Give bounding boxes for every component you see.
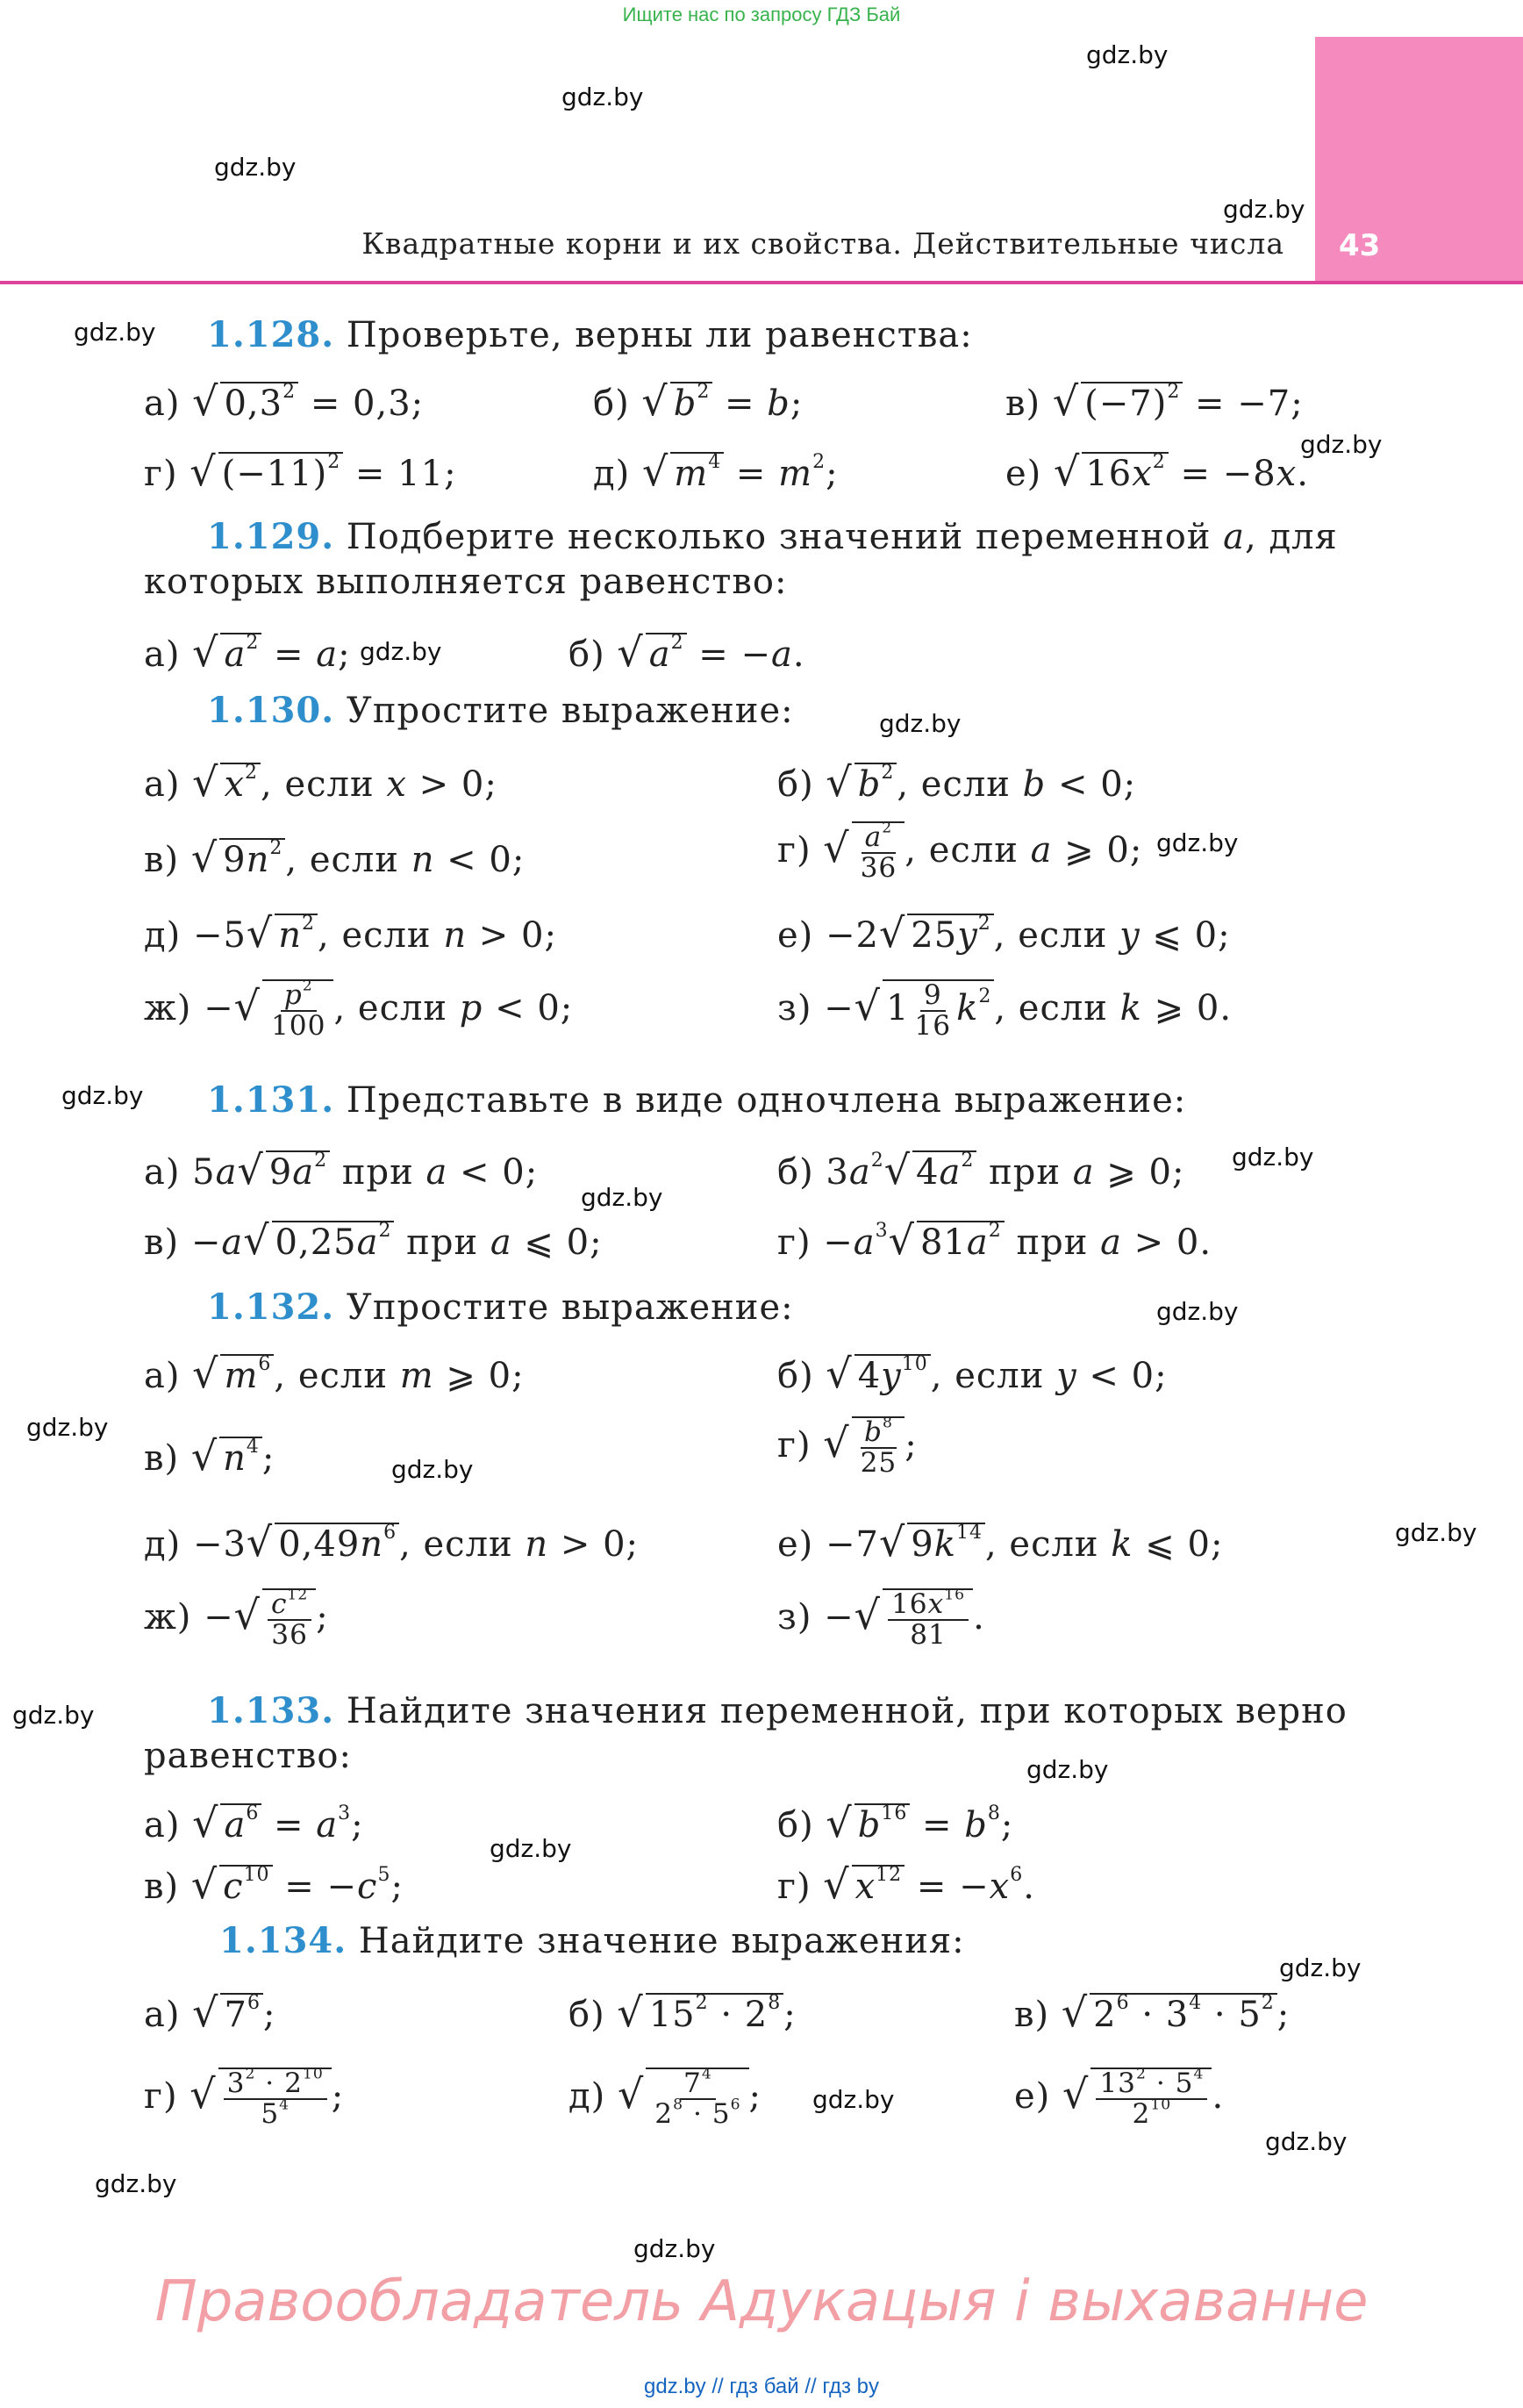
cond-word: при — [989, 1152, 1061, 1193]
item-label: г) — [144, 2075, 178, 2117]
item-label: е) — [777, 915, 814, 956]
item-132-v: в) √ $n^4$; — [144, 1432, 275, 1480]
item-label: г) — [777, 1424, 812, 1466]
item-label: а) — [144, 1995, 181, 2035]
exercise-text: Найдите значения переменной, при которых верно — [346, 1691, 1348, 1731]
watermark: gdz.by — [561, 82, 644, 111]
exercise-number: 1.129. — [207, 516, 335, 557]
top-banner: Ищите нас по запросу ГДЗ Бай — [622, 4, 901, 25]
header-rule — [0, 281, 1523, 284]
watermark: gdz.by — [95, 2169, 177, 2198]
item-130-d: д) −5√ $n^2$, если n > 0; — [144, 909, 557, 957]
item-132-a: а) √ $m^6$, если m ⩾ 0; — [144, 1350, 525, 1397]
cond-word: если — [297, 1356, 389, 1396]
watermark: gdz.by — [74, 318, 156, 347]
item-129-a: а) √ $a^2 = a$; — [144, 628, 351, 676]
item-134-a: а) √ $7^6$; — [144, 1989, 276, 2036]
cond-word: если — [1018, 915, 1108, 956]
item-label: е) — [1005, 454, 1042, 494]
exercise-1-129-heading-cont: которых выполняется равенство: — [144, 562, 788, 602]
cond-word: если — [955, 1356, 1045, 1396]
item-label: ж) — [144, 987, 192, 1028]
watermark: gdz.by — [391, 1455, 474, 1484]
item-130-z: з) −√ 1 $\frac{9}{16}$ $k^2$, если k ⩾ 0. — [777, 979, 1233, 1042]
exercise-1-133-heading — [207, 1690, 1348, 1731]
cond-word: при — [1016, 1222, 1089, 1263]
cond-word: если — [284, 764, 375, 805]
exercise-number: 1.128. — [207, 314, 335, 355]
item-label: а) — [144, 634, 181, 675]
item-131-g: $г) -a^3√$ $81a^2$ при a > 0. — [777, 1216, 1212, 1264]
item-132-z: з) −√ $\frac{16x^{16}}{81}$ . — [777, 1586, 985, 1651]
item-label: б) — [568, 1995, 605, 2035]
item-label: а) — [144, 383, 181, 424]
cond-word: при — [341, 1152, 414, 1193]
item-label: а) — [144, 1152, 181, 1193]
item-133-v: в) √ $c^{10} = -c^5$; — [144, 1860, 404, 1908]
item-133-b: б) √ $b^{16} = b^8$; — [777, 1799, 1014, 1846]
item-128-b: б) √ $b^2 = b$; — [593, 377, 804, 425]
item-label: д) — [593, 454, 631, 494]
item-label: г) — [144, 454, 178, 494]
item-label: г) — [777, 1222, 812, 1263]
item-132-e: е) −7√ $9k^{14}$, если k ⩽ 0; — [777, 1518, 1224, 1566]
item-label: д) — [144, 915, 182, 956]
cond-word: если — [357, 987, 448, 1028]
item-label: а) — [144, 1805, 181, 1845]
watermark: gdz.by — [879, 709, 962, 738]
exercise-text: Подберите несколько значений переменной — [346, 517, 1212, 557]
watermark: gdz.by — [812, 2085, 895, 2114]
item-133-a: а) √ $a^6 = a^3$; — [144, 1799, 364, 1846]
watermark: gdz.by — [1279, 1953, 1362, 1982]
item-132-g: г) √ $\frac{b^8}{25}$ ; — [777, 1414, 918, 1479]
watermark: gdz.by — [1395, 1518, 1477, 1547]
watermark: gdz.by — [1300, 430, 1383, 459]
item-130-b: б) √ $b^2$, если b < 0; — [777, 758, 1137, 806]
watermark: gdz.by — [214, 153, 297, 182]
item-132-b: б) √ $4y^{10}$, если y < 0; — [777, 1350, 1168, 1397]
item-label: в) — [144, 1222, 180, 1263]
cond-word: если — [1009, 1524, 1099, 1565]
watermark: gdz.by — [1156, 828, 1239, 857]
item-133-g: г) √ $x^{12} = -x^6$. — [777, 1860, 1035, 1908]
exercise-1-129-heading — [207, 516, 1338, 557]
item-label: б) — [777, 764, 814, 805]
exercise-1-132-heading — [207, 1286, 794, 1328]
item-132-d: д) −3√ $0,49n^6$, если n > 0; — [144, 1518, 640, 1566]
item-label: ж) — [144, 1596, 192, 1638]
running-head: Квадратные корни и их свойства. Действительные числа — [361, 226, 1284, 261]
cond-word: если — [928, 829, 1019, 871]
watermark: gdz.by — [1223, 195, 1305, 224]
exercise-number: 1.131. — [207, 1079, 335, 1121]
item-134-d: д) √ $\frac{7^4}{2^8 \cdot 5^6}$ ; — [568, 2065, 762, 2130]
cond-word: если — [341, 915, 432, 956]
item-label: е) — [777, 1524, 814, 1565]
exercise-number: 1.134. — [219, 1920, 347, 1961]
item-label: з) — [777, 1596, 812, 1638]
item-label: а) — [144, 1356, 181, 1396]
exercise-1-128-heading — [207, 314, 973, 355]
item-label: е) — [1014, 2075, 1051, 2117]
item-label: в) — [144, 1438, 180, 1479]
item-128-e: е) √ $16x^2 = -8x$. — [1005, 448, 1309, 495]
watermark: gdz.by — [26, 1413, 109, 1442]
item-132-zh: ж) −√ $\frac{c^{12}}{36}$ ; — [144, 1586, 329, 1651]
item-134-b: б) √ $15^2 \cdot 2^8$; — [568, 1989, 797, 2036]
page-number: 43 — [1339, 228, 1381, 263]
watermark: gdz.by — [490, 1834, 572, 1863]
item-label: а) — [144, 764, 181, 805]
cond-word: при — [406, 1222, 479, 1263]
exercise-number: 1.130. — [207, 690, 335, 731]
exercise-number: 1.132. — [207, 1286, 335, 1328]
item-131-v: в) −a√ $0,25a^2$ при a ⩽ 0; — [144, 1216, 603, 1264]
item-128-g: г) √ $(-11)^2 = 11$; — [144, 448, 457, 495]
copyright-holder: Правообладатель Адукацыя і выхаванне — [154, 2269, 1369, 2334]
exercise-text: Представьте в виде одночлена выражение: — [346, 1080, 1187, 1121]
item-128-a: а) √ $0,3^2 = 0,3$; — [144, 377, 425, 425]
footer-links[interactable]: gdz.by // гдз бай // гдз by — [643, 2375, 880, 2398]
watermark: gdz.by — [1232, 1143, 1314, 1172]
cond-word: если — [423, 1524, 513, 1565]
item-label: г) — [777, 829, 812, 871]
item-128-d: д) √ $m^4 = m^2$; — [593, 448, 839, 495]
item-label: в) — [1005, 383, 1041, 424]
item-134-v: в) √ $2^6 \cdot 3^4 \cdot 5^2$; — [1014, 1989, 1291, 2036]
item-134-e: е) √ $\frac{13^2 \cdot 5^4}{2^{10}}$ . — [1014, 2065, 1225, 2130]
exercise-1-133-heading-cont: равенство: — [144, 1736, 352, 1776]
item-label: б) — [777, 1356, 814, 1396]
exercise-variable: a — [1223, 517, 1246, 557]
exercise-text: Упростите выражение: — [346, 1287, 794, 1328]
exercise-1-130-heading — [207, 690, 794, 731]
item-131-a: а) 5a√ $9a^2$ при a < 0; — [144, 1146, 539, 1193]
exercise-text: Проверьте, верны ли равенства: — [346, 315, 973, 355]
item-label: г) — [777, 1867, 812, 1907]
item-label: б) — [568, 634, 605, 675]
watermark: gdz.by — [1156, 1297, 1239, 1326]
item-label: б) — [777, 1152, 814, 1193]
watermark: gdz.by — [1086, 40, 1169, 69]
item-131-b: б) $3a^2√$ $4a^2$ при a ⩾ 0; — [777, 1146, 1185, 1193]
item-label: д) — [568, 2075, 606, 2117]
item-128-v: в) √ $(-7)^2 = -7$; — [1005, 377, 1304, 425]
watermark: gdz.by — [61, 1081, 144, 1110]
exercise-text: Упростите выражение: — [346, 691, 794, 731]
watermark: gdz.by — [581, 1183, 663, 1212]
exercise-1-131-heading — [207, 1079, 1186, 1121]
watermark: gdz.by — [1026, 1755, 1109, 1784]
item-129-b: б) √ $a^2 = -a$. — [568, 628, 805, 676]
cond-word: если — [1018, 987, 1108, 1028]
item-label: в) — [144, 1867, 180, 1907]
exercise-text: Найдите значение выражения: — [358, 1921, 965, 1961]
item-label: з) — [777, 987, 812, 1028]
watermark: gdz.by — [1265, 2127, 1348, 2156]
item-label: д) — [144, 1524, 182, 1565]
item-label: в) — [1014, 1995, 1050, 2035]
item-134-g: г) √ $\frac{3^2 \cdot 2^{10}}{5^4}$ ; — [144, 2065, 345, 2130]
item-130-g: г) √ $\frac{a^2}{36}$ , если a ⩾ 0; — [777, 819, 1143, 884]
exercise-number: 1.133. — [207, 1690, 335, 1731]
exercise-1-134-heading — [219, 1920, 965, 1961]
cond-word: если — [309, 840, 399, 880]
item-label: б) — [777, 1805, 814, 1845]
watermark: gdz.by — [633, 2234, 716, 2263]
watermark: gdz.by — [12, 1701, 95, 1730]
cond-word: если — [920, 764, 1011, 805]
watermark: gdz.by — [360, 637, 442, 666]
item-label: в) — [144, 840, 180, 880]
item-130-e: е) −2√ $25y^2$, если y ⩽ 0; — [777, 909, 1231, 957]
exercise-text: , для — [1245, 517, 1338, 557]
item-130-zh: ж) −√ $\frac{p^2}{100}$ , если p < 0; — [144, 977, 574, 1042]
item-130-v: в) √ $9n^2$, если n < 0; — [144, 834, 526, 881]
item-130-a: а) √ $x^2$, если x > 0; — [144, 758, 497, 806]
item-label: б) — [593, 383, 630, 424]
